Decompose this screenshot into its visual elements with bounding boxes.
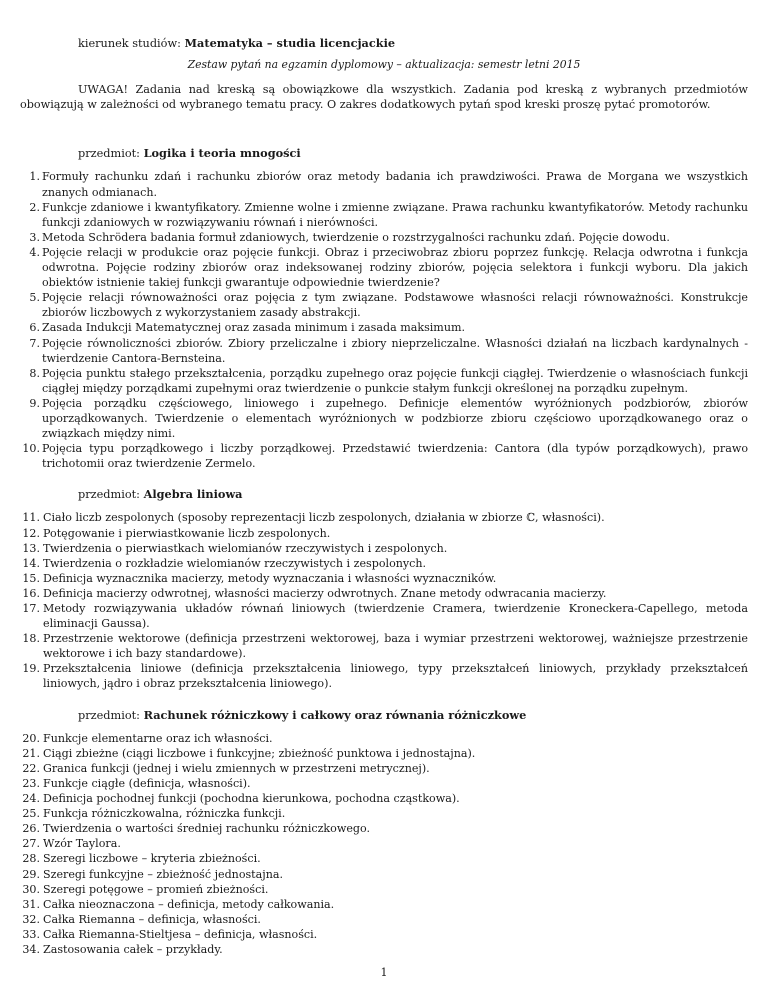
question-text: Twierdzenia o wartości średniej rachunku różniczkowego.	[43, 822, 370, 836]
question-number: 4.	[29, 245, 40, 259]
question-item	[20, 836, 748, 851]
question-item	[20, 942, 748, 957]
question-number: 19.	[22, 662, 40, 676]
question-text: Pojęcie relacji w produkcie oraz pojęcie funkcji. Obraz i przeciwobraz zbioru poprzez funkcję. Relacja odwrotna i funkcja odwrotna. Pojęcie rodziny zbiorów oraz indeksowanej rodziny zbiorów, pojęcia selektora i funkcji wyboru. Dla jakich obiektów istnienie takiej funkcji gwarantuje odpowiednie twierdzenie?	[42, 245, 748, 290]
question-item	[20, 320, 748, 335]
question-number: 7.	[29, 336, 40, 350]
question-number: 16.	[22, 586, 40, 600]
question-item	[20, 851, 748, 866]
question-text: Ciągi zbieżne (ciągi liczbowe i funkcyjne; zbieżność punktowa i jednostajna).	[43, 746, 476, 760]
question-list	[20, 510, 748, 691]
question-text: Szeregi potęgowe – promień zbieżności.	[43, 882, 269, 896]
document-subtitle: Zestaw pytań na egzamin dyplomowy – aktualizacja: semestr letni 2015	[187, 58, 581, 72]
question-number: 23.	[22, 776, 40, 790]
question-number: 11.	[22, 511, 40, 525]
question-item	[20, 556, 748, 571]
question-number: 13.	[22, 541, 40, 555]
question-text: Całka nieoznaczona – definicja, metody całkowania.	[43, 897, 335, 911]
question-number: 30.	[22, 882, 40, 896]
section-title: Rachunek różniczkowy i całkowy oraz równania różniczkowe	[143, 707, 527, 722]
question-number: 1.	[29, 170, 40, 184]
question-item	[20, 791, 748, 806]
sections-container	[20, 146, 748, 957]
question-item	[20, 586, 748, 601]
question-text: Całka Riemanna – definicja, własności.	[43, 912, 261, 926]
question-item	[20, 631, 748, 661]
question-item	[20, 731, 748, 746]
question-text: Formuły rachunku zdań i rachunku zbiorów oraz metody badania ich prawdziwości. Prawa de Morgana we wszystkich znanych odmianach.	[42, 170, 748, 199]
question-text: Pojęcia typu porządkowego i liczby porządkowej. Przedstawić twierdzenia: Cantora (dla typów porządkowych), prawo trichotomii oraz twierdzenie Zermelo.	[42, 442, 748, 471]
question-number: 6.	[29, 321, 40, 335]
question-item	[20, 441, 748, 471]
question-text: Granica funkcji (jednej i wielu zmiennych w przestrzeni metrycznej).	[43, 761, 430, 775]
document-page	[20, 36, 748, 957]
section-label: przedmiot:	[78, 147, 144, 161]
study-field-label: kierunek studiów:	[78, 37, 181, 50]
question-text: Szeregi funkcyjne – zbieżność jednostajna.	[43, 867, 283, 881]
question-item	[20, 541, 748, 556]
question-item	[20, 396, 748, 441]
question-number: 17.	[22, 602, 40, 615]
section-label: przedmiot:	[78, 708, 144, 722]
question-item	[20, 927, 748, 942]
section-heading	[78, 487, 748, 502]
question-text: Funkcje zdaniowe i kwantyfikatory. Zmienne wolne i zmienne związane. Prawa rachunku kwantyfikatorów. Metody rachunku funkcji zdaniowych w rozwiązywaniu równań i nierówności.	[42, 200, 748, 229]
study-field-value: Matematyka – studia licencjackie	[184, 36, 396, 50]
question-item	[20, 169, 748, 199]
question-text: Przekształcenia liniowe (definicja przekształcenia liniowego, typy przekształceń liniowych, przykłady przekształceń liniowych, jądro i obraz przekształcenia liniowego).	[43, 662, 748, 691]
question-item	[20, 661, 748, 691]
question-item	[20, 200, 748, 230]
question-number: 28.	[22, 852, 40, 866]
question-item	[20, 571, 748, 586]
section-label: przedmiot:	[78, 488, 144, 502]
question-list	[20, 731, 748, 957]
question-item	[20, 897, 748, 912]
question-item	[20, 761, 748, 776]
question-text: Definicja pochodnej funkcji (pochodna kierunkowa, pochodna cząstkowa).	[43, 792, 460, 806]
question-list	[20, 169, 748, 471]
question-text: Pojęcia punktu stałego przekształcenia, porządku zupełnego oraz pojęcie funkcji ciągłej. Twierdzenie o własnościach funkcji ciągłej między porządkami zupełnymi oraz twierdzenie o punkcie stałym funkcji określonej na porządku zupełnym.	[42, 366, 748, 395]
question-item	[20, 776, 748, 791]
question-item	[20, 882, 748, 897]
section-title: Logika i teoria mnogości	[143, 146, 301, 161]
question-item	[20, 336, 748, 366]
question-text: Twierdzenia o pierwiastkach wielomianów rzeczywistych i zespolonych.	[43, 541, 448, 555]
question-item	[20, 526, 748, 541]
study-field-line	[78, 36, 748, 51]
question-text: Funkcje elementarne oraz ich własności.	[43, 731, 273, 745]
question-number: 21.	[22, 746, 40, 760]
question-item	[20, 746, 748, 761]
question-text: Zastosowania całek – przykłady.	[43, 942, 223, 956]
question-number: 12.	[22, 526, 40, 540]
question-number: 5.	[29, 291, 40, 305]
question-number: 29.	[22, 867, 40, 881]
question-text: Potęgowanie i pierwiastkowanie liczb zespolonych.	[43, 526, 331, 540]
question-text: Wzór Taylora.	[43, 837, 121, 851]
question-text: Zasada Indukcji Matematycznej oraz zasada minimum i zasada maksimum.	[42, 321, 466, 335]
question-item	[20, 867, 748, 882]
question-item	[20, 912, 748, 927]
question-number: 25.	[22, 807, 40, 821]
question-number: 31.	[22, 897, 40, 911]
question-text: Funkcje ciągłe (definicja, własności).	[43, 776, 251, 790]
question-text: Całka Riemanna-Stieltjesa – definicja, własności.	[43, 927, 318, 941]
question-text: Przestrzenie wektorowe (definicja przestrzeni wektorowej, baza i wymiar przestrzeni wektorowej, ważniejsze przestrzenie wektorowe i ich bazy standardowe).	[43, 632, 748, 661]
question-text: Metody rozwiązywania układów równań liniowych (twierdzenie Cramera, twierdzenie Kroneckera-Capellego, metoda eliminacji Gaussa).	[43, 602, 748, 631]
question-number: 27.	[22, 837, 40, 851]
section-title: Algebra liniowa	[143, 487, 243, 502]
question-text: Pojęcie równoliczności zbiorów. Zbiory przeliczalne i zbiory nieprzeliczalne. Własności działań na liczbach kardynalnych - twierdzenie Cantora-Bernsteina.	[42, 336, 748, 365]
page-number: 1	[380, 966, 388, 979]
question-number: 22.	[22, 761, 40, 775]
question-text: Funkcja różniczkowalna, różniczka funkcji.	[43, 807, 286, 821]
question-number: 32.	[22, 912, 40, 926]
question-item	[20, 366, 748, 396]
question-number: 24.	[22, 792, 40, 806]
question-number: 34.	[22, 942, 40, 956]
section-heading	[78, 146, 748, 161]
section-heading	[78, 708, 748, 723]
question-text: Pojęcie relacji równoważności oraz pojęcia z tym związane. Podstawowe własności relacji równoważności. Konstrukcje zbiorów liczbowych z wykorzystaniem zasady abstrakcji.	[42, 291, 748, 320]
question-item	[20, 821, 748, 836]
question-number: 3.	[29, 230, 40, 244]
question-text: Definicja wyznacznika macierzy, metody wyznaczania i własności wyznaczników.	[43, 571, 497, 585]
question-number: 20.	[22, 731, 40, 745]
question-item	[20, 601, 748, 631]
question-number: 10.	[22, 442, 40, 456]
question-item	[20, 290, 748, 320]
question-number: 33.	[22, 927, 40, 941]
question-number: 18.	[22, 632, 40, 646]
question-number: 26.	[22, 822, 40, 836]
question-item	[20, 230, 748, 245]
warning-paragraph: UWAGA! Zadania nad kreską są obowiązkowe dla wszystkich. Zadania pod kreską z wybranych przedmiotów obowiązują w zależności od wybranego tematu pracy. O zakres dodatkowych pytań spod kreski proszę pytać promotorów.	[20, 83, 748, 112]
question-number: 15.	[22, 571, 40, 585]
question-text: Pojęcia porządku częściowego, liniowego i zupełnego. Definicje elementów wyróżnionych podzbiorów, zbiorów uporządkowanych. Twierdzenie o elementach wyróżnionych w podzbiorze zbioru częściowo uporządkowanego oraz o związkach między nimi.	[42, 396, 748, 441]
question-text: Szeregi liczbowe – kryteria zbieżności.	[43, 852, 261, 866]
question-number: 8.	[29, 366, 40, 380]
question-number: 2.	[29, 200, 40, 214]
question-item	[20, 245, 748, 290]
question-number: 14.	[22, 556, 40, 570]
question-item	[20, 510, 748, 525]
question-text: Metoda Schrödera badania formuł zdaniowych, twierdzenie o rozstrzygalności rachunku zdań. Pojęcie dowodu.	[42, 230, 670, 244]
question-number: 9.	[29, 396, 40, 410]
question-text: Ciało liczb zespolonych (sposoby reprezentacji liczb zespolonych, działania w zbiorze ℂ, własności).	[43, 511, 605, 525]
question-text: Twierdzenia o rozkładzie wielomianów rzeczywistych i zespolonych.	[43, 556, 427, 570]
question-text: Definicja macierzy odwrotnej, własności macierzy odwrotnych. Znane metody odwracania macierzy.	[43, 586, 607, 600]
question-item	[20, 806, 748, 821]
